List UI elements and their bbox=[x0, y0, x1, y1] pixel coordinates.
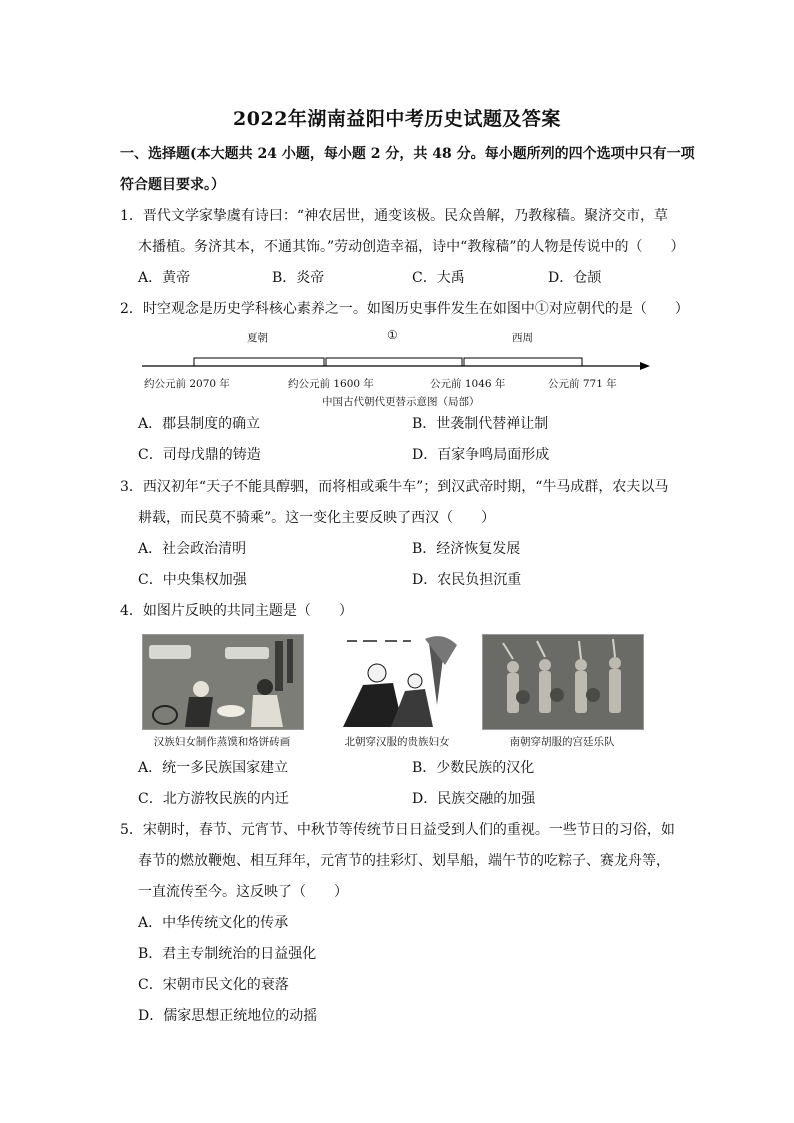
q1-stem-line2: 木播植。务济其本，不通其饰。”劳动创造幸福，诗中“教稼穑”的人物是传说中的（ ） bbox=[138, 239, 685, 255]
northern-dynasty-noblewomen-image bbox=[332, 634, 464, 730]
q2-option-c[interactable]: C．司母戊鼎的铸造 bbox=[138, 447, 261, 463]
q1-option-b[interactable]: B．炎帝 bbox=[272, 270, 325, 286]
section-heading-line1: 一、选择题(本大题共 24 小题，每小题 2 分，共 48 分。每小题所列的四个选项中只有一项 bbox=[120, 146, 695, 162]
q4-option-d[interactable]: D．民族交融的加强 bbox=[412, 791, 536, 807]
noblewomen-illustration bbox=[333, 635, 463, 729]
q5-stem-line1: 5．宋朝时，春节、元宵节、中秋节等传统节日日益受到人们的重视。一些节日的习俗，如 bbox=[120, 822, 675, 838]
q3-option-a[interactable]: A．社会政治清明 bbox=[138, 541, 247, 557]
q5-option-a[interactable]: A．中华传统文化的传承 bbox=[138, 915, 289, 931]
tick-label-1046: 公元前 1046 年 bbox=[430, 378, 506, 390]
caption-northern-women: 北朝穿汉服的贵族妇女 bbox=[344, 736, 450, 748]
caption-han-women: 汉族妇女制作蒸馍和烙饼砖画 bbox=[153, 736, 291, 748]
tick-label-2070: 约公元前 2070 年 bbox=[144, 378, 230, 390]
q4-image-group bbox=[120, 634, 680, 752]
q4-option-c[interactable]: C．北方游牧民族的内迁 bbox=[138, 791, 289, 807]
q3-option-b[interactable]: B．经济恢复发展 bbox=[412, 541, 521, 557]
q5-option-d[interactable]: D．儒家思想正统地位的动摇 bbox=[138, 1008, 318, 1024]
q5-stem-line3: 一直流传至今。这反映了（ ） bbox=[138, 884, 348, 900]
q2-option-d[interactable]: D．百家争鸣局面形成 bbox=[412, 447, 550, 463]
q1-stem-line1: 1．晋代文学家挚虞有诗曰：“神农居世，通变该极。民众兽解，乃教稼穑。聚济交市，草 bbox=[120, 208, 669, 224]
q1-option-a[interactable]: A．黄帝 bbox=[138, 270, 191, 286]
brick-painting-illustration bbox=[143, 635, 303, 729]
southern-dynasty-court-band-image bbox=[482, 634, 644, 730]
q4-option-b[interactable]: B．少数民族的汉化 bbox=[412, 760, 535, 776]
q1-option-c[interactable]: C．大禹 bbox=[412, 270, 465, 286]
q5-option-b[interactable]: B．君主专制统治的日益强化 bbox=[138, 946, 317, 962]
timeline-caption: 中国古代朝代更替示意图（局部） bbox=[322, 396, 480, 408]
q1-option-d[interactable]: D．仓颉 bbox=[548, 270, 602, 286]
court-band-relief-illustration bbox=[483, 635, 643, 729]
shang-bracket bbox=[326, 358, 462, 366]
q3-option-d[interactable]: D．农民负担沉重 bbox=[412, 572, 522, 588]
timeline-arrow-icon bbox=[640, 362, 650, 370]
q2-option-a[interactable]: A．郡县制度的确立 bbox=[138, 416, 261, 432]
q3-stem-line1: 3．西汉初年“天子不能具醇驷，而将相或乘牛车”；到汉武帝时期，“牛马成群，农夫以马 bbox=[120, 479, 669, 495]
western-zhou-bracket bbox=[464, 358, 582, 366]
period-label-western-zhou: 西周 bbox=[512, 332, 533, 344]
section-heading-line2: 符合题目要求。） bbox=[120, 177, 225, 193]
q2-stem: 2．时空观念是历史学科核心素养之一。如图历史事件发生在如图中①对应朝代的是（ ） bbox=[120, 301, 689, 317]
q5-stem-line2: 春节的燃放鞭炮、相互拜年，元宵节的挂彩灯、划旱船，端午节的吃粽子、赛龙舟等， bbox=[138, 853, 670, 869]
period-label-1: ① bbox=[387, 328, 398, 342]
han-women-brick-painting-image bbox=[142, 634, 304, 730]
caption-southern-band: 南朝穿胡服的宫廷乐队 bbox=[509, 736, 615, 748]
xia-bracket bbox=[194, 358, 324, 366]
dynasty-timeline bbox=[132, 322, 662, 412]
q4-option-a[interactable]: A．统一多民族国家建立 bbox=[138, 760, 289, 776]
q2-option-b[interactable]: B．世袭制代替禅让制 bbox=[412, 416, 549, 432]
q3-stem-line2: 耕载，而民莫不骑乘”。这一变化主要反映了西汉（ ） bbox=[138, 510, 496, 526]
page-title: 2022年湖南益阳中考历史试题及答案 bbox=[233, 108, 561, 130]
q5-option-c[interactable]: C．宋朝市民文化的衰落 bbox=[138, 977, 289, 993]
period-label-xia: 夏朝 bbox=[247, 332, 268, 344]
q4-stem: 4．如图片反映的共同主题是（ ） bbox=[120, 603, 353, 619]
tick-label-1600: 约公元前 1600 年 bbox=[288, 378, 374, 390]
tick-label-771: 公元前 771 年 bbox=[548, 378, 617, 390]
q3-option-c[interactable]: C．中央集权加强 bbox=[138, 572, 247, 588]
